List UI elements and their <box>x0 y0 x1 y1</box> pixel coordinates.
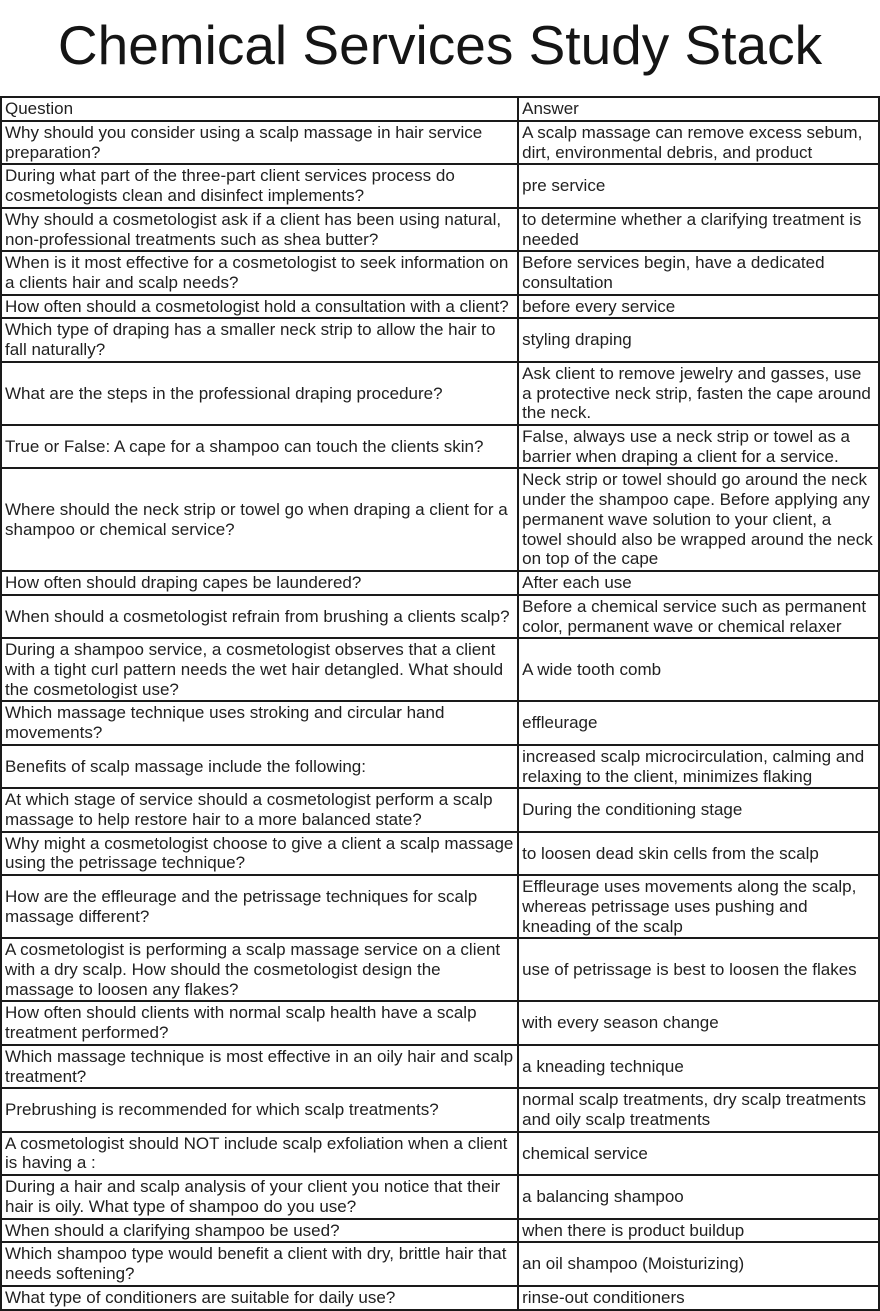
question-cell: Why might a cosmetologist choose to give a client a scalp massage using the petrissage technique? <box>1 832 518 875</box>
answer-cell: Ask client to remove jewelry and gasses, use a protective neck strip, fasten the cape around the neck. <box>518 362 879 425</box>
question-cell: When should a clarifying shampoo be used? <box>1 1219 518 1243</box>
answer-cell: pre service <box>518 164 879 207</box>
answer-cell: Neck strip or towel should go around the neck under the shampoo cape. Before applying any permanent wave solution to your client, a towel should also be wrapped around the neck on top of the cape <box>518 468 879 571</box>
question-cell: Which massage technique uses stroking and circular hand movements? <box>1 701 518 744</box>
question-cell: Why should you consider using a scalp massage in hair service preparation? <box>1 121 518 164</box>
table-row <box>1 1286 879 1310</box>
answer-cell: with every season change <box>518 1001 879 1044</box>
question-cell: Prebrushing is recommended for which scalp treatments? <box>1 1088 518 1131</box>
answer-cell: styling draping <box>518 318 879 361</box>
table-row <box>1 121 879 164</box>
table-row <box>1 295 879 319</box>
table-header-row <box>1 97 879 121</box>
answer-cell: Before services begin, have a dedicated consultation <box>518 251 879 294</box>
answer-cell: After each use <box>518 571 879 595</box>
table-row <box>1 832 879 875</box>
table-row <box>1 362 879 425</box>
table-row <box>1 318 879 361</box>
answer-cell: to determine whether a clarifying treatment is needed <box>518 208 879 251</box>
table-row <box>1 595 879 638</box>
table-row <box>1 745 879 788</box>
answer-cell: before every service <box>518 295 879 319</box>
question-cell: A cosmetologist should NOT include scalp exfoliation when a client is having a : <box>1 1132 518 1175</box>
question-cell: What are the steps in the professional draping procedure? <box>1 362 518 425</box>
table-row <box>1 1132 879 1175</box>
table-row <box>1 468 879 571</box>
question-cell: Where should the neck strip or towel go when draping a client for a shampoo or chemical service? <box>1 468 518 571</box>
question-cell: How are the effleurage and the petrissage techniques for scalp massage different? <box>1 875 518 938</box>
answer-cell: a balancing shampoo <box>518 1175 879 1218</box>
question-cell: How often should a cosmetologist hold a consultation with a client? <box>1 295 518 319</box>
answer-cell: when there is product buildup <box>518 1219 879 1243</box>
answer-cell: A scalp massage can remove excess sebum, dirt, environmental debris, and product <box>518 121 879 164</box>
table-row <box>1 875 879 938</box>
answer-cell: to loosen dead skin cells from the scalp <box>518 832 879 875</box>
question-cell: During what part of the three-part client services process do cosmetologists clean and disinfect implements? <box>1 164 518 207</box>
table-row <box>1 1088 879 1131</box>
table-row <box>1 1242 879 1285</box>
answer-cell: During the conditioning stage <box>518 788 879 831</box>
question-cell: Which type of draping has a smaller neck strip to allow the hair to fall naturally? <box>1 318 518 361</box>
answer-cell: A wide tooth comb <box>518 638 879 701</box>
table-row <box>1 638 879 701</box>
question-cell: When should a cosmetologist refrain from brushing a clients scalp? <box>1 595 518 638</box>
answer-cell: a kneading technique <box>518 1045 879 1088</box>
answer-cell: an oil shampoo (Moisturizing) <box>518 1242 879 1285</box>
table-row <box>1 701 879 744</box>
answer-cell: use of petrissage is best to loosen the flakes <box>518 938 879 1001</box>
answer-cell: effleurage <box>518 701 879 744</box>
table-row <box>1 1001 879 1044</box>
table-row <box>1 1175 879 1218</box>
question-cell: Why should a cosmetologist ask if a client has been using natural, non-professional treatments such as shea butter? <box>1 208 518 251</box>
question-column-header: Question <box>1 97 518 121</box>
answer-cell: chemical service <box>518 1132 879 1175</box>
question-cell: How often should clients with normal scalp health have a scalp treatment performed? <box>1 1001 518 1044</box>
study-table-body <box>1 121 879 1310</box>
question-cell: What type of conditioners are suitable for daily use? <box>1 1286 518 1310</box>
table-row <box>1 164 879 207</box>
question-cell: Which massage technique is most effective in an oily hair and scalp treatment? <box>1 1045 518 1088</box>
question-cell: At which stage of service should a cosmetologist perform a scalp massage to help restore hair to a more balanced state? <box>1 788 518 831</box>
question-cell: During a shampoo service, a cosmetologist observes that a client with a tight curl pattern needs the wet hair detangled. What should the cosmetologist use? <box>1 638 518 701</box>
question-cell: How often should draping capes be laundered? <box>1 571 518 595</box>
answer-column-header: Answer <box>518 97 879 121</box>
table-row <box>1 1045 879 1088</box>
table-row <box>1 425 879 468</box>
answer-cell: Effleurage uses movements along the scalp, whereas petrissage uses pushing and kneading of the scalp <box>518 875 879 938</box>
answer-cell: Before a chemical service such as permanent color, permanent wave or chemical relaxer <box>518 595 879 638</box>
answer-cell: normal scalp treatments, dry scalp treatments and oily scalp treatments <box>518 1088 879 1131</box>
table-row <box>1 208 879 251</box>
question-cell: Benefits of scalp massage include the following: <box>1 745 518 788</box>
answer-cell: increased scalp microcirculation, calming and relaxing to the client, minimizes flaking <box>518 745 879 788</box>
question-cell: Which shampoo type would benefit a client with dry, brittle hair that needs softening? <box>1 1242 518 1285</box>
answer-cell: False, always use a neck strip or towel as a barrier when draping a client for a service. <box>518 425 879 468</box>
question-cell: During a hair and scalp analysis of your client you notice that their hair is oily. What type of shampoo do you use? <box>1 1175 518 1218</box>
question-cell: A cosmetologist is performing a scalp massage service on a client with a dry scalp. How should the cosmetologist design the massage to loosen any flakes? <box>1 938 518 1001</box>
table-row <box>1 251 879 294</box>
study-stack-table <box>0 96 880 1310</box>
table-row <box>1 788 879 831</box>
question-cell: When is it most effective for a cosmetologist to seek information on a clients hair and scalp needs? <box>1 251 518 294</box>
answer-cell: rinse-out conditioners <box>518 1286 879 1310</box>
table-row <box>1 938 879 1001</box>
question-cell: True or False: A cape for a shampoo can touch the clients skin? <box>1 425 518 468</box>
table-row <box>1 1219 879 1243</box>
page-title: Chemical Services Study Stack <box>57 14 823 76</box>
table-row <box>1 571 879 595</box>
